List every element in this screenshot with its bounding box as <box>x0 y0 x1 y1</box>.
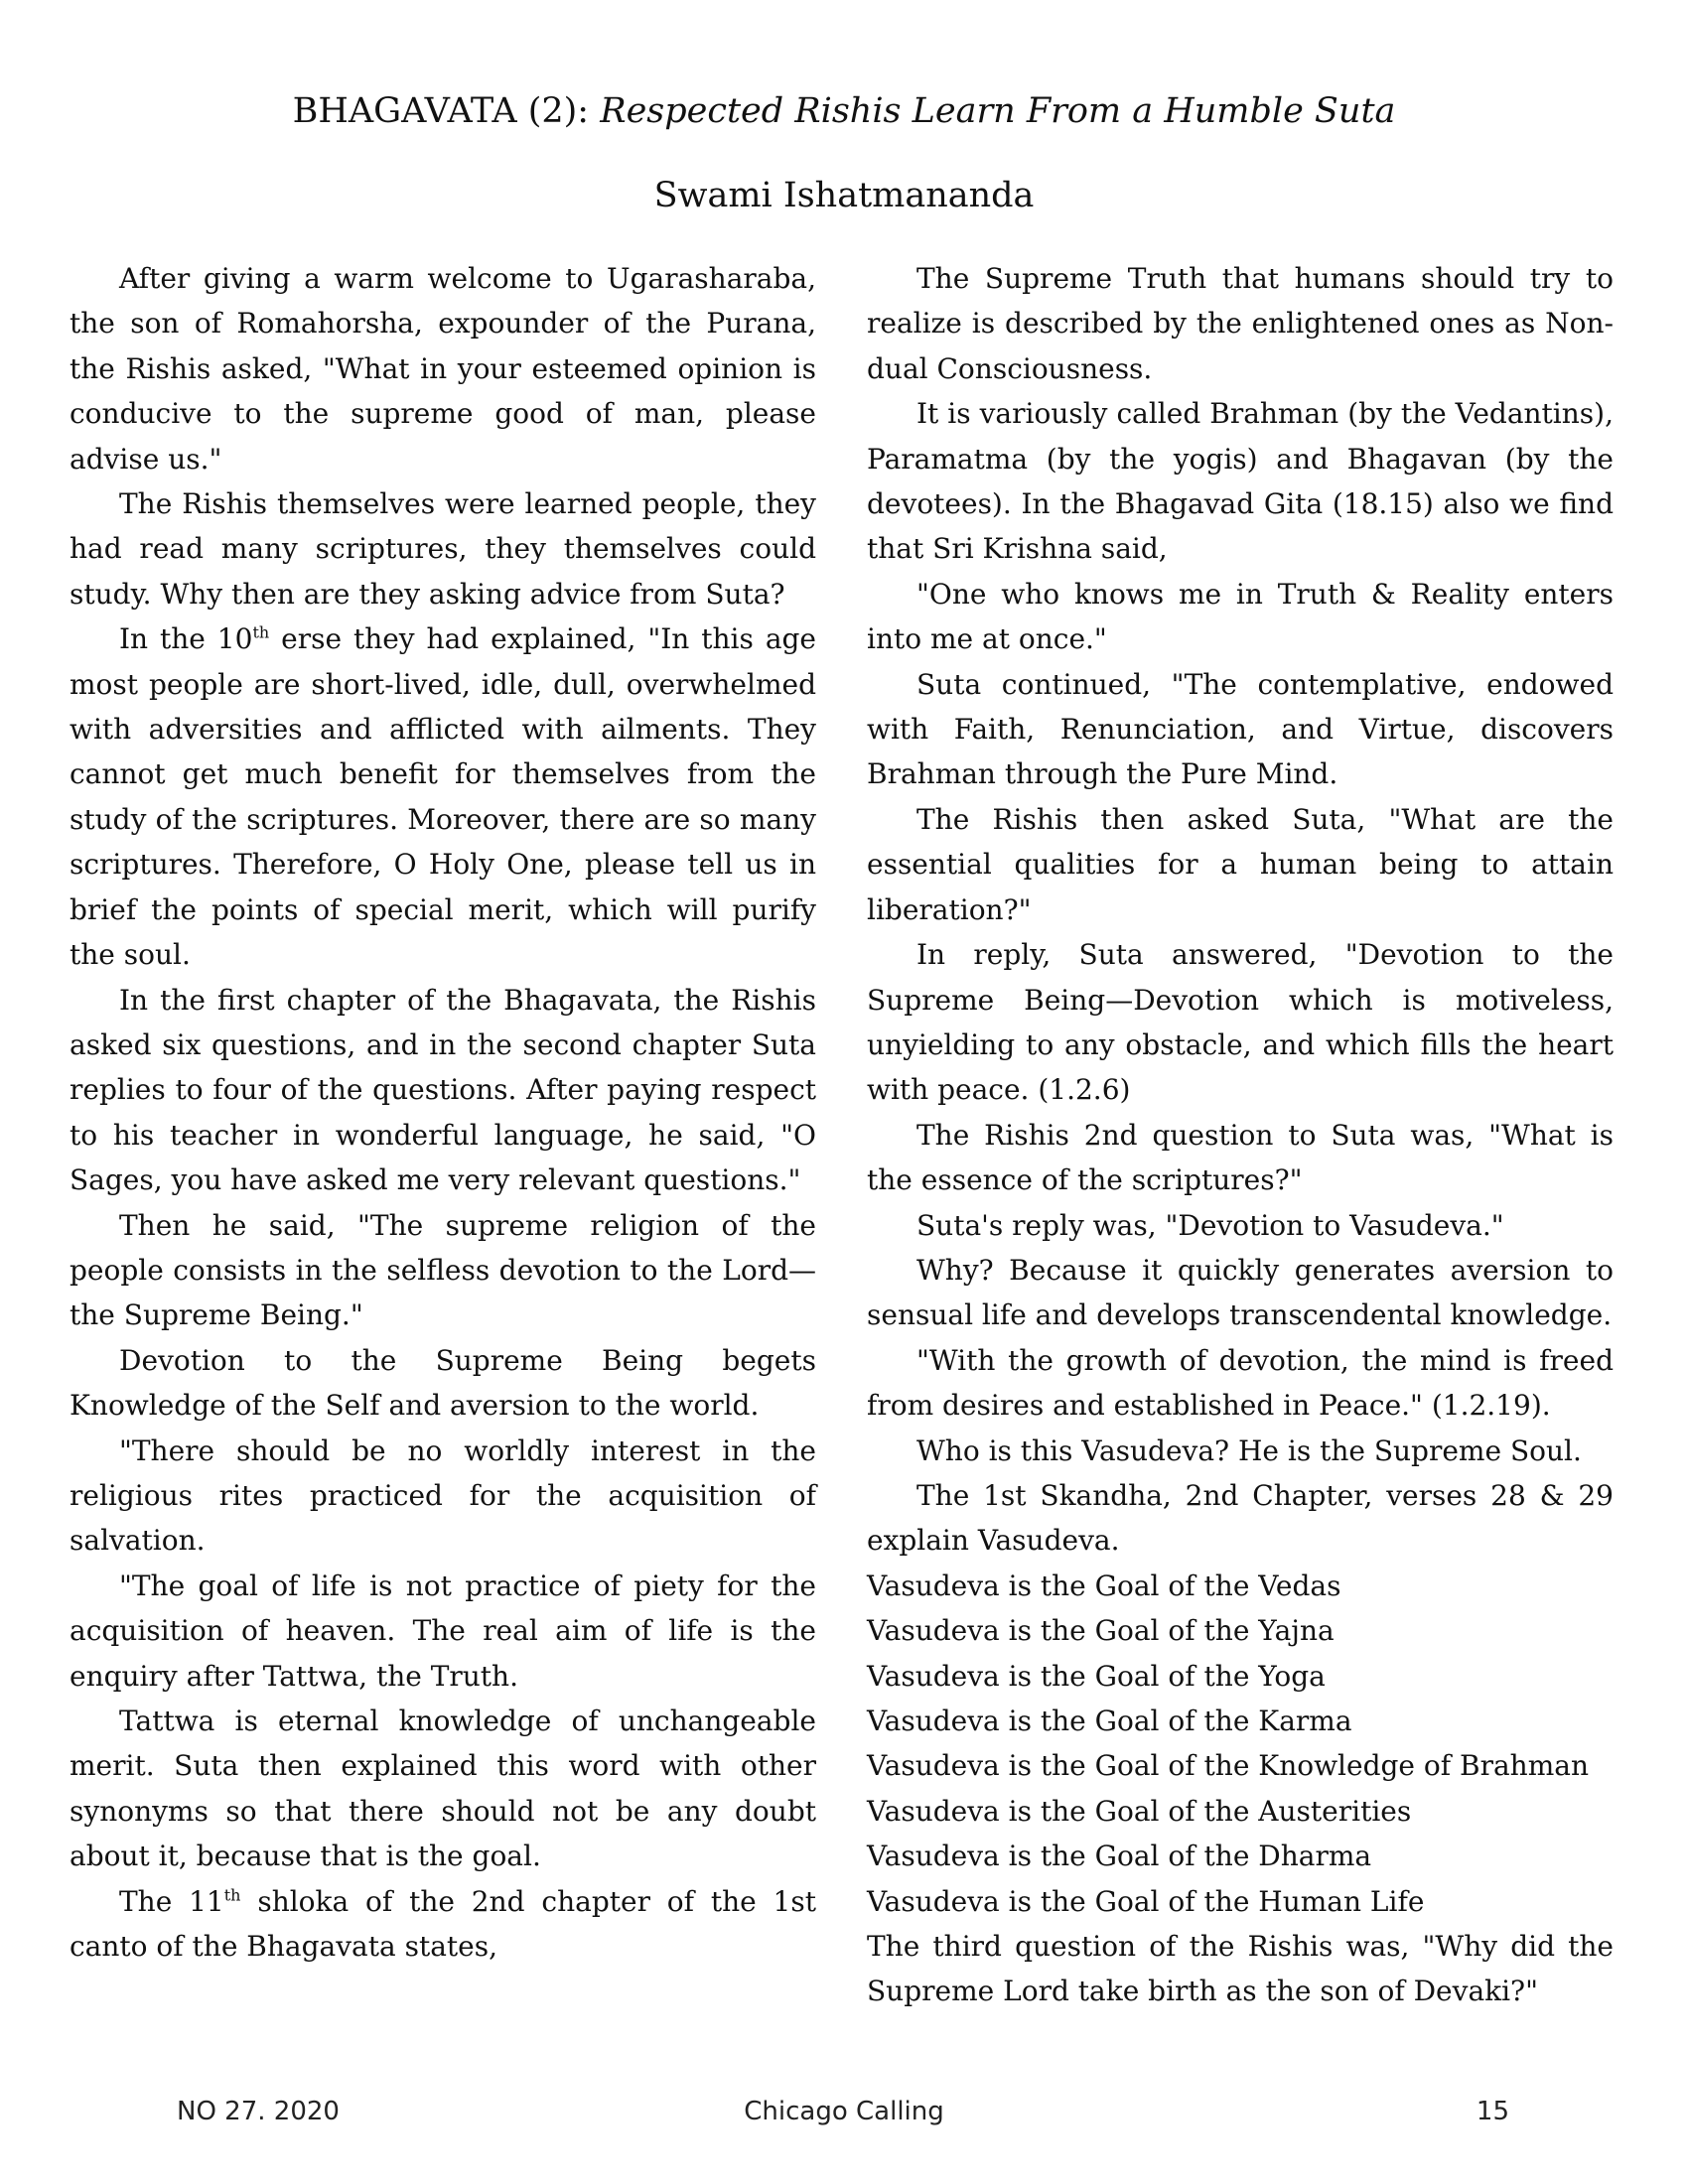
paragraph <box>70 1879 816 1970</box>
title-subtitle: Respected Rishis Learn From a Humble Suta <box>600 91 1396 131</box>
article-title <box>0 87 1688 135</box>
paragraph-text: In the 10 <box>119 622 253 656</box>
goal-line: Vasudeva is the Goal of the Vedas <box>867 1569 1341 1602</box>
paragraph: Why? Because it quickly generates aversion to sensual life and develops transcendental knowledge. <box>867 1253 1614 1332</box>
page-number: 15 <box>1476 2097 1509 2126</box>
goal-line: Vasudeva is the Goal of the Karma <box>867 1705 1352 1737</box>
paragraph: The Supreme Truth that humans should try to realize is described by the enlightened ones as Non-dual Consciousness. <box>867 262 1614 385</box>
ordinal-suffix: th <box>252 622 270 642</box>
publication-name: Chicago Calling <box>744 2097 944 2126</box>
paragraph: It is variously called Brahman (by the Vedantins), Paramatma (by the yogis) and Bhagavan (by the devotees). In the Bhagavad Gita (18.15) also we find that Sri Krishna said, <box>867 397 1614 566</box>
paragraph: In the first chapter of the Bhagavata, the Rishis asked six questions, and in the second chapter Suta replies to four of the questions. After paying respect to his teacher in wonderful language, he said, "O Sages, you have asked me very relevant questions." <box>70 983 816 1197</box>
paragraph: The third question of the Rishis was, "Why did the Supreme Lord take birth as the son of Devaki?" <box>867 1930 1614 2008</box>
title-main: BHAGAVATA (2): <box>292 91 601 131</box>
goal-line: Vasudeva is the Goal of the Austerities <box>867 1794 1412 1828</box>
author-name: Swami Ishatmananda <box>653 176 1035 215</box>
goal-line: Vasudeva is the Goal of the Yajna <box>867 1614 1335 1648</box>
goal-line: Vasudeva is the Goal of the Human Life <box>867 1884 1425 1918</box>
paragraph-text: The 11 <box>119 1884 224 1918</box>
paragraph: Who is this Vasudeva? He is the Supreme Soul. <box>916 1433 1582 1467</box>
paragraph: Suta's reply was, "Devotion to Vasudeva." <box>916 1208 1504 1242</box>
paragraph: After giving a warm welcome to Ugarasharaba, the son of Romahorsha, expounder of the Purana, the Rishis asked, "What in your esteemed opinion is conducive to the supreme good of man, please advise us." <box>70 262 816 476</box>
left-column <box>70 256 816 1969</box>
ordinal-suffix: th <box>223 1885 241 1905</box>
paragraph: Devotion to the Supreme Being begets Knowledge of the Self and aversion to the world. <box>70 1343 816 1423</box>
paragraph-text: shloka of the 2nd chapter of the 1st canto of the Bhagavata states, <box>70 1884 816 1964</box>
page-footer <box>0 2097 1688 2136</box>
paragraph-text: erse they had explained, "In this age most people are short-lived, idle, dull, overwhelmed with adversities and afflicted with ailments. They cannot get much benefit for themselves from the study of the scriptures. Moreover, there are so many scriptures. Therefore, O Holy One, please tell us in brief the points of special merit, which will purify the soul. <box>70 622 817 972</box>
paragraph: "One who knows me in Truth & Reality enters into me at once." <box>867 577 1614 656</box>
paragraph: In reply, Suta answered, "Devotion to the Supreme Being—Devotion which is motiveless, unyielding to any obstacle, and which fills the heart with peace. (1.2.6) <box>867 938 1614 1107</box>
paragraph: The Rishis themselves were learned people, they had read many scriptures, they themselves could study. Why then are they asking advice from Suta? <box>70 487 816 611</box>
right-column <box>867 256 1614 2014</box>
paragraph: "The goal of life is not practice of piety for the acquisition of heaven. The real aim of life is the enquiry after Tattwa, the Truth. <box>70 1569 816 1693</box>
goal-line: Vasudeva is the Goal of the Yoga <box>867 1659 1326 1693</box>
goal-line: Vasudeva is the Goal of the Dharma <box>867 1840 1372 1873</box>
paragraph: The Rishis 2nd question to Suta was, "What is the essence of the scriptures?" <box>867 1118 1614 1197</box>
paragraph: Tattwa is eternal knowledge of unchangeable merit. Suta then explained this word with other synonyms so that there should not be any doubt about it, because that is the goal. <box>70 1705 816 1873</box>
paragraph: Suta continued, "The contemplative, endowed with Faith, Renunciation, and Virtue, discovers Brahman through the Pure Mind. <box>867 667 1614 791</box>
paragraph: "With the growth of devotion, the mind is freed from desires and established in Peace." (1.2.19). <box>867 1343 1614 1423</box>
paragraph <box>70 616 816 977</box>
paragraph: The 1st Skandha, 2nd Chapter, verses 28 & 29 explain Vasudeva. <box>867 1478 1614 1558</box>
paragraph: The Rishis then asked Suta, "What are the essential qualities for a human being to attain liberation?" <box>867 802 1614 926</box>
goal-line: Vasudeva is the Goal of the Knowledge of Brahman <box>867 1749 1589 1783</box>
paragraph: Then he said, "The supreme religion of the people consists in the selfless devotion to the Lord—the Supreme Being." <box>70 1208 816 1332</box>
paragraph: "There should be no worldly interest in the religious rites practiced for the acquisition of salvation. <box>70 1433 816 1558</box>
issue-number: NO 27. 2020 <box>177 2097 340 2126</box>
